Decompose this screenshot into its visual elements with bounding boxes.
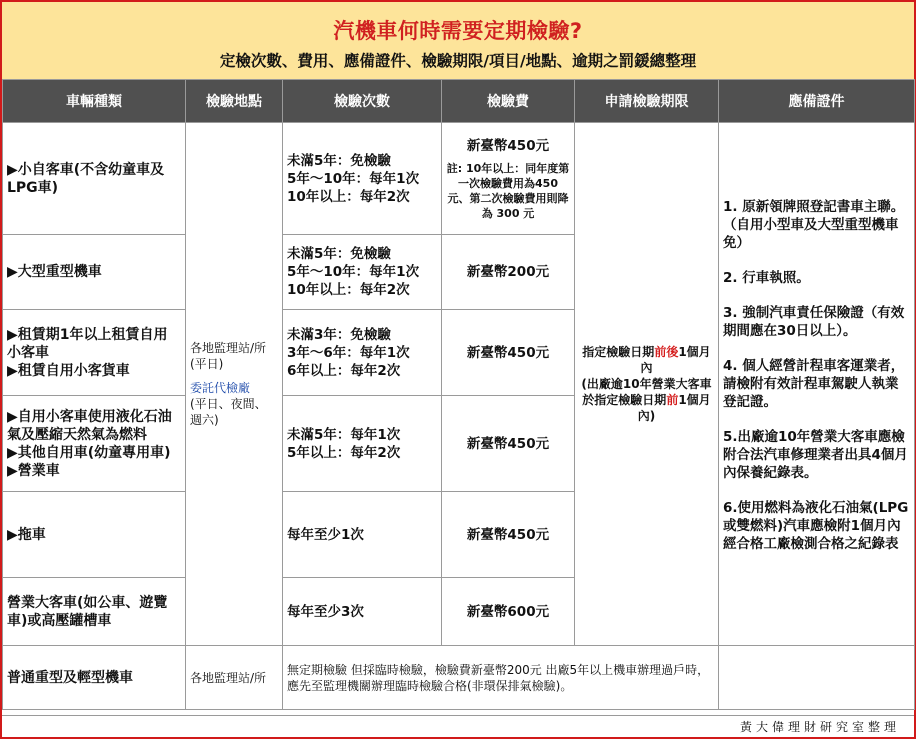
frequency-cell <box>283 235 442 310</box>
frequency-line: 3年～6年：每年1次 <box>287 344 410 361</box>
location-main: 各地監理站/所(平日) <box>190 341 267 371</box>
fee-cell: 新臺幣200元 <box>442 235 575 310</box>
frequency-line: 10年以上：每年2次 <box>287 282 410 298</box>
vehicle-type-cell: 營業大客車(如公車、遊覽車)或高壓罐槽車 <box>3 578 186 646</box>
fee-cell: 新臺幣450元 <box>442 396 575 492</box>
frequency-line: 10年以上：每年2次 <box>287 188 410 205</box>
period-highlight: 前 <box>666 393 679 407</box>
period-cell <box>575 123 719 646</box>
frequency-line: 未滿3年：免檢驗 <box>287 326 391 343</box>
column-header: 申請檢驗期限 <box>575 80 719 123</box>
vehicle-type-line: ▶營業車 <box>7 462 60 479</box>
frequency-line: 6年以上：每年2次 <box>287 362 401 379</box>
period-text: 1個月內 <box>640 345 711 375</box>
frequency-cell: 每年至少3次 <box>283 578 442 646</box>
header-banner <box>2 2 914 79</box>
empty-cell <box>719 646 915 710</box>
column-header: 車輛種類 <box>3 80 186 123</box>
special-note-cell: 無定期檢驗 但採臨時檢驗，檢驗費新臺幣200元 出廠5年以上機車辦理過戶時，應先至監理機關辦理臨時檢驗合格(非環保排氣檢驗)。 <box>283 646 719 710</box>
fee-cell: 新臺幣450元 <box>442 492 575 578</box>
table-row <box>3 123 915 235</box>
page-subtitle: 定檢次數、費用、應備證件、檢驗期限/項目/地點、逾期之罰鍰總整理 <box>219 52 697 70</box>
vehicle-type-line: ▶租賃期1年以上租賃自用小客車 <box>7 326 168 361</box>
location-cell: 各地監理站/所 <box>186 646 283 710</box>
frequency-line: 未滿5年：每年1次 <box>287 426 401 443</box>
frequency-cell <box>283 396 442 492</box>
fee-cell: 新臺幣450元 <box>442 310 575 396</box>
frequency-cell <box>283 310 442 396</box>
frequency-line: 未滿5年：免檢驗 <box>287 246 391 262</box>
fee-cell <box>442 123 575 235</box>
period-highlight: 前後 <box>654 345 679 359</box>
period-text: 指定檢驗日期 <box>582 345 655 359</box>
location-delegate: 委託代檢廠 <box>190 381 251 395</box>
document-item: 5.出廠逾10年營業大客車應檢附合法汽車修理業者出具4個月內保養紀錄表。 <box>723 429 908 481</box>
fee-note: 註: 10年以上：同年度第一次檢驗費用為450 元、第二次檢驗費用則降為 300 元 <box>446 161 570 220</box>
vehicle-type-cell: ▶拖車 <box>3 492 186 578</box>
document-item: 2. 行車執照。 <box>723 270 810 286</box>
fee-cell: 新臺幣600元 <box>442 578 575 646</box>
frequency-cell: 每年至少1次 <box>283 492 442 578</box>
column-header: 檢驗費 <box>442 80 575 123</box>
frequency-cell <box>283 123 442 235</box>
frequency-line: 5年～10年：每年1次 <box>287 264 420 280</box>
document-item: 4. 個人經營計程車客運業者，請檢附有效計程車駕駛人執業登記證。 <box>723 358 905 410</box>
document-item: 1. 原新領牌照登記書車主聯。（自用小型車及大型重型機車免） <box>723 199 905 251</box>
column-header: 檢驗次數 <box>283 80 442 123</box>
vehicle-type-line: ▶自用小客車使用液化石油氣及壓縮天然氣為燃料 <box>7 408 172 443</box>
vehicle-type-cell <box>3 396 186 492</box>
fee-value: 新臺幣450元 <box>466 137 550 154</box>
vehicle-type-cell: ▶小自客車(不含幼童車及LPG車) <box>3 123 186 235</box>
vehicle-type-line: ▶其他自用車(幼童專用車) <box>7 444 171 461</box>
column-header: 應備證件 <box>719 80 915 123</box>
table-row <box>3 646 915 710</box>
period-text: (出廠逾10年營業大客車於指定檢驗日期 <box>581 377 712 407</box>
documents-cell <box>719 123 915 646</box>
document-item: 3. 強制汽車責任保險證（有效期間應在30日以上）。 <box>723 305 905 339</box>
credit-footer: 黃大偉理財研究室整理 <box>2 715 914 737</box>
vehicle-type-cell: ▶大型重型機車 <box>3 235 186 310</box>
vehicle-type-cell <box>3 310 186 396</box>
vehicle-type-cell: 普通重型及輕型機車 <box>3 646 186 710</box>
period-text: 1個月內) <box>637 393 711 423</box>
table-header-row <box>3 80 915 123</box>
location-cell <box>186 123 283 646</box>
column-header: 檢驗地點 <box>186 80 283 123</box>
inspection-table <box>2 79 915 710</box>
frequency-line: 未滿5年：免檢驗 <box>287 152 391 169</box>
frequency-line: 5年以上：每年2次 <box>287 444 401 461</box>
location-delegate-note: (平日、夜間、週六) <box>190 397 267 427</box>
frequency-line: 5年～10年：每年1次 <box>287 170 420 187</box>
page-title: 汽機車何時需要定期檢驗? <box>333 19 583 43</box>
document-item: 6.使用燃料為液化石油氣(LPG或雙燃料)汽車應檢附1個月內經合格工廠檢測合格之紀錄表 <box>723 500 909 552</box>
vehicle-type-line: ▶租賃自用小客貨車 <box>7 362 130 379</box>
